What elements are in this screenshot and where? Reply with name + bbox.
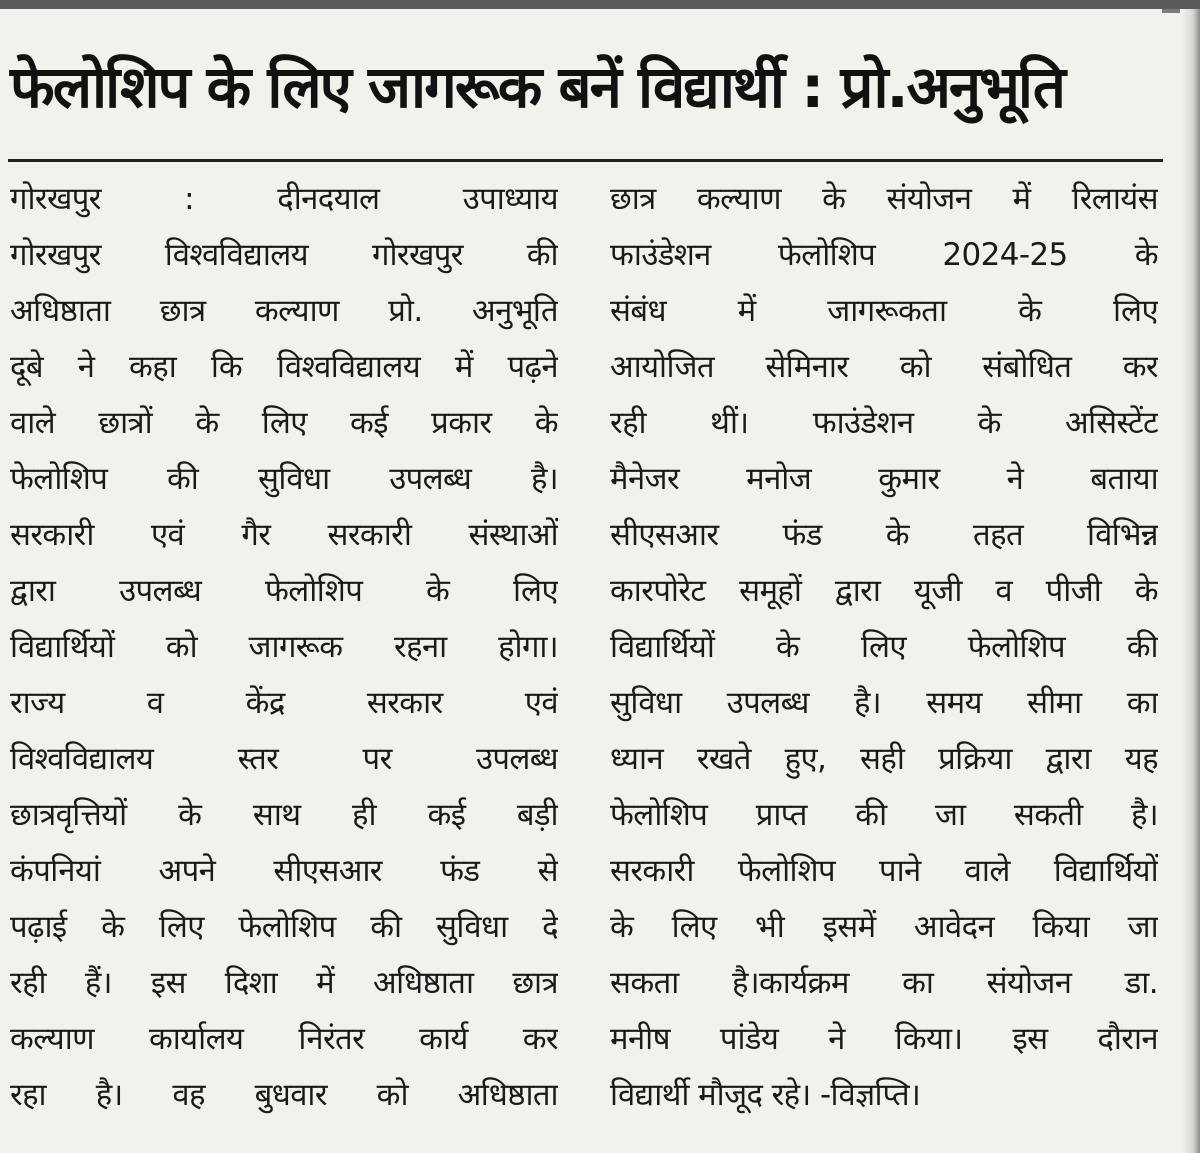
column-line: कारपोरेट समूहों द्वारा यूजी व पीजी के [610, 573, 1158, 609]
article-headline: फेलोशिप के लिए जागरूक बनें विद्यार्थी : प्रो.अनुभूति [10, 53, 1064, 121]
column-line: मनीष पांडेय ने किया। इस दौरान [610, 1021, 1158, 1057]
column-line: छात्र कल्याण के संयोजन में रिलायंस [610, 181, 1158, 217]
column-line: रही हैं। इस दिशा में अधिष्ठाता छात्र [10, 965, 558, 1001]
column-line: अधिष्ठाता छात्र कल्याण प्रो. अनुभूति [10, 293, 558, 329]
column-line: कल्याण कार्यालय निरंतर कार्य कर [10, 1021, 558, 1057]
headline-rule [8, 159, 1163, 162]
column-line: विद्यार्थी मौजूद रहे। -विज्ञप्ति। [610, 1077, 921, 1113]
column-line: संबंध में जागरूकता के लिए [610, 293, 1158, 329]
column-line: सुविधा उपलब्ध है। समय सीमा का [610, 685, 1158, 721]
column-line: के लिए भी इसमें आवेदन किया जा [610, 909, 1158, 945]
column-line: राज्य व केंद्र सरकार एवं [10, 685, 558, 721]
column-line: पढ़ाई के लिए फेलोशिप की सुविधा दे [10, 909, 558, 945]
column-line: सरकारी फेलोशिप पाने वाले विद्यार्थियों [610, 853, 1158, 889]
column-line: विश्वविद्यालय स्तर पर उपलब्ध [10, 741, 558, 777]
column-line: रहा है। वह बुधवार को अधिष्ठाता [10, 1077, 558, 1113]
article-column-left [10, 171, 558, 1123]
column-line: सरकारी एवं गैर सरकारी संस्थाओं [10, 517, 558, 553]
column-line: दूबे ने कहा कि विश्वविद्यालय में पढ़ने [10, 349, 558, 385]
column-line: गोरखपुर : दीनदयाल उपाध्याय [10, 181, 558, 217]
column-line: वाले छात्रों के लिए कई प्रकार के [10, 405, 558, 441]
column-line: फेलोशिप प्राप्त की जा सकती है। [610, 797, 1158, 833]
column-line: सकता है।कार्यक्रम का संयोजन डा. [610, 965, 1158, 1001]
column-line: गोरखपुर विश्वविद्यालय गोरखपुर की [10, 237, 558, 273]
column-line: रही थीं। फाउंडेशन के असिस्टेंट [610, 405, 1158, 441]
column-line: आयोजित सेमिनार को संबोधित कर [610, 349, 1158, 385]
column-line: विद्यार्थियों को जागरूक रहना होगा। [10, 629, 558, 665]
column-line: सीएसआर फंड के तहत विभिन्न [610, 517, 1158, 553]
top-edge-bar [0, 0, 1200, 9]
article-column-right [610, 171, 1158, 1123]
column-line: फेलोशिप की सुविधा उपलब्ध है। [10, 461, 558, 497]
column-line: विद्यार्थियों के लिए फेलोशिप की [610, 629, 1158, 665]
column-line: कंपनियां अपने सीएसआर फंड से [10, 853, 558, 889]
page-right-edge [1182, 9, 1200, 1153]
column-line: छात्रवृत्तियों के साथ ही कई बड़ी [10, 797, 558, 833]
column-line: द्वारा उपलब्ध फेलोशिप के लिए [10, 573, 558, 609]
column-line: मैनेजर मनोज कुमार ने बताया [610, 461, 1158, 497]
column-line: फाउंडेशन फेलोशिप 2024-25 के [610, 237, 1158, 273]
newspaper-clipping [0, 9, 1180, 1153]
column-line: ध्यान रखते हुए, सही प्रक्रिया द्वारा यह [610, 741, 1158, 777]
